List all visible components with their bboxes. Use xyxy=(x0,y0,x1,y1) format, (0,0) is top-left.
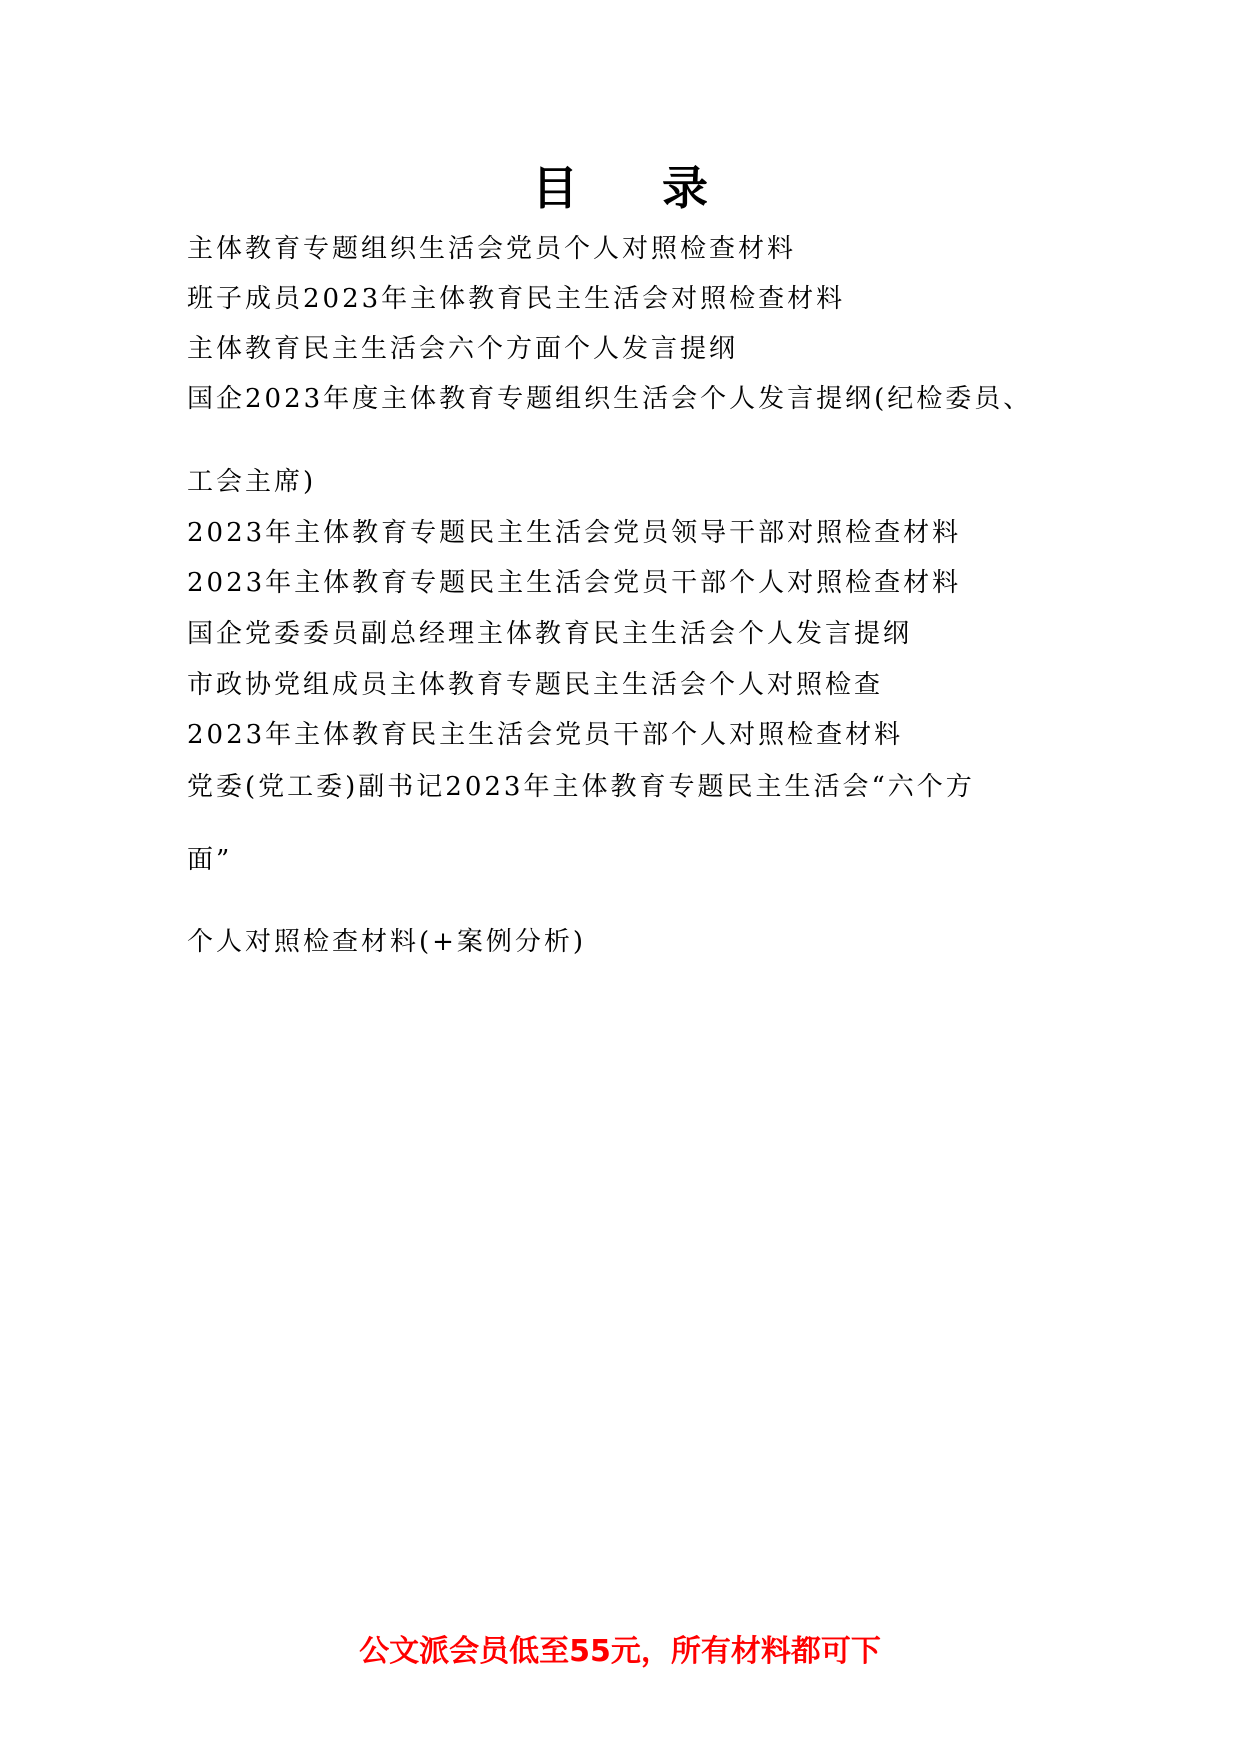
toc-entry: 市政协党组成员主体教育专题民主生活会个人对照检查 xyxy=(187,670,884,700)
toc-entry: 党委(党工委)副书记2023年主体教育专题民主生活会“六个方 xyxy=(187,772,975,802)
toc-entry: 2023年主体教育专题民主生活会党员领导干部对照检查材料 xyxy=(187,518,962,548)
page-title: 目 录 xyxy=(531,161,742,215)
toc-entry: 个人对照检查材料(+案例分析) xyxy=(187,927,587,957)
toc-entry: 主体教育专题组织生活会党员个人对照检查材料 xyxy=(187,234,797,264)
toc-entry: 国企党委委员副总经理主体教育民主生活会个人发言提纲 xyxy=(187,619,913,649)
toc-entry: 2023年主体教育专题民主生活会党员干部个人对照检查材料 xyxy=(187,568,962,598)
toc-entry: 国企2023年度主体教育专题组织生活会个人发言提纲(纪检委员、 xyxy=(187,384,1033,414)
toc-entry: 班子成员2023年主体教育民主生活会对照检查材料 xyxy=(187,284,846,314)
toc-entry: 2023年主体教育民主生活会党员干部个人对照检查材料 xyxy=(187,720,904,750)
toc-entry-continuation: 面” xyxy=(187,845,233,875)
toc-entry-continuation: 工会主席) xyxy=(187,467,317,497)
footer-promo-note: 公文派会员低至55元，所有材料都可下 xyxy=(359,1634,881,1669)
toc-entry: 主体教育民主生活会六个方面个人发言提纲 xyxy=(187,334,739,364)
